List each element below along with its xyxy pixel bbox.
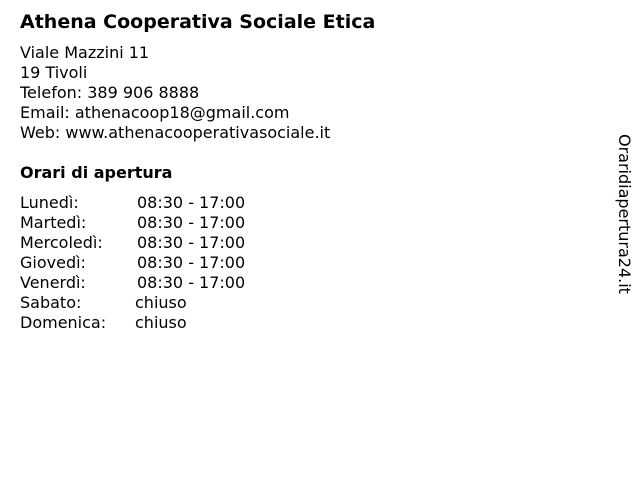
day-hours: chiuso <box>135 313 187 332</box>
day-label: Mercoledì: <box>20 233 103 252</box>
hours-table <box>20 193 245 333</box>
city: 19 Tivoli <box>20 63 88 82</box>
email-address: Email: athenacoop18@gmail.com <box>20 103 290 122</box>
day-label: Giovedì: <box>20 253 86 272</box>
phone-number: Telefon: 389 906 8888 <box>20 83 200 102</box>
day-label: Venerdì: <box>20 273 86 292</box>
hours-row-sunday <box>20 313 245 333</box>
hours-row-saturday <box>20 293 245 313</box>
day-label: Domenica: <box>20 313 107 332</box>
day-hours: chiuso <box>135 293 187 312</box>
street-address: Viale Mazzini 11 <box>20 43 150 62</box>
day-label: Sabato: <box>20 293 82 312</box>
day-label: Lunedì: <box>20 193 79 212</box>
day-hours: 08:30 - 17:00 <box>137 253 246 272</box>
day-hours: 08:30 - 17:00 <box>137 213 246 232</box>
day-hours: 08:30 - 17:00 <box>137 193 246 212</box>
website: Web: www.athenacooperativasociale.it <box>20 123 331 142</box>
contact-block <box>20 43 330 143</box>
site-watermark: Oraridiapertura24.it <box>615 134 634 294</box>
hours-heading: Orari di apertura <box>20 163 173 182</box>
hours-row-monday <box>20 193 245 213</box>
hours-row-wednesday <box>20 233 245 253</box>
hours-row-tuesday <box>20 213 245 233</box>
hours-row-friday <box>20 273 245 293</box>
day-hours: 08:30 - 17:00 <box>137 273 246 292</box>
day-hours: 08:30 - 17:00 <box>137 233 246 252</box>
business-name: Athena Cooperativa Sociale Etica <box>20 11 376 33</box>
watermark-container <box>613 134 635 310</box>
hours-row-thursday <box>20 253 245 273</box>
day-label: Martedì: <box>20 213 87 232</box>
